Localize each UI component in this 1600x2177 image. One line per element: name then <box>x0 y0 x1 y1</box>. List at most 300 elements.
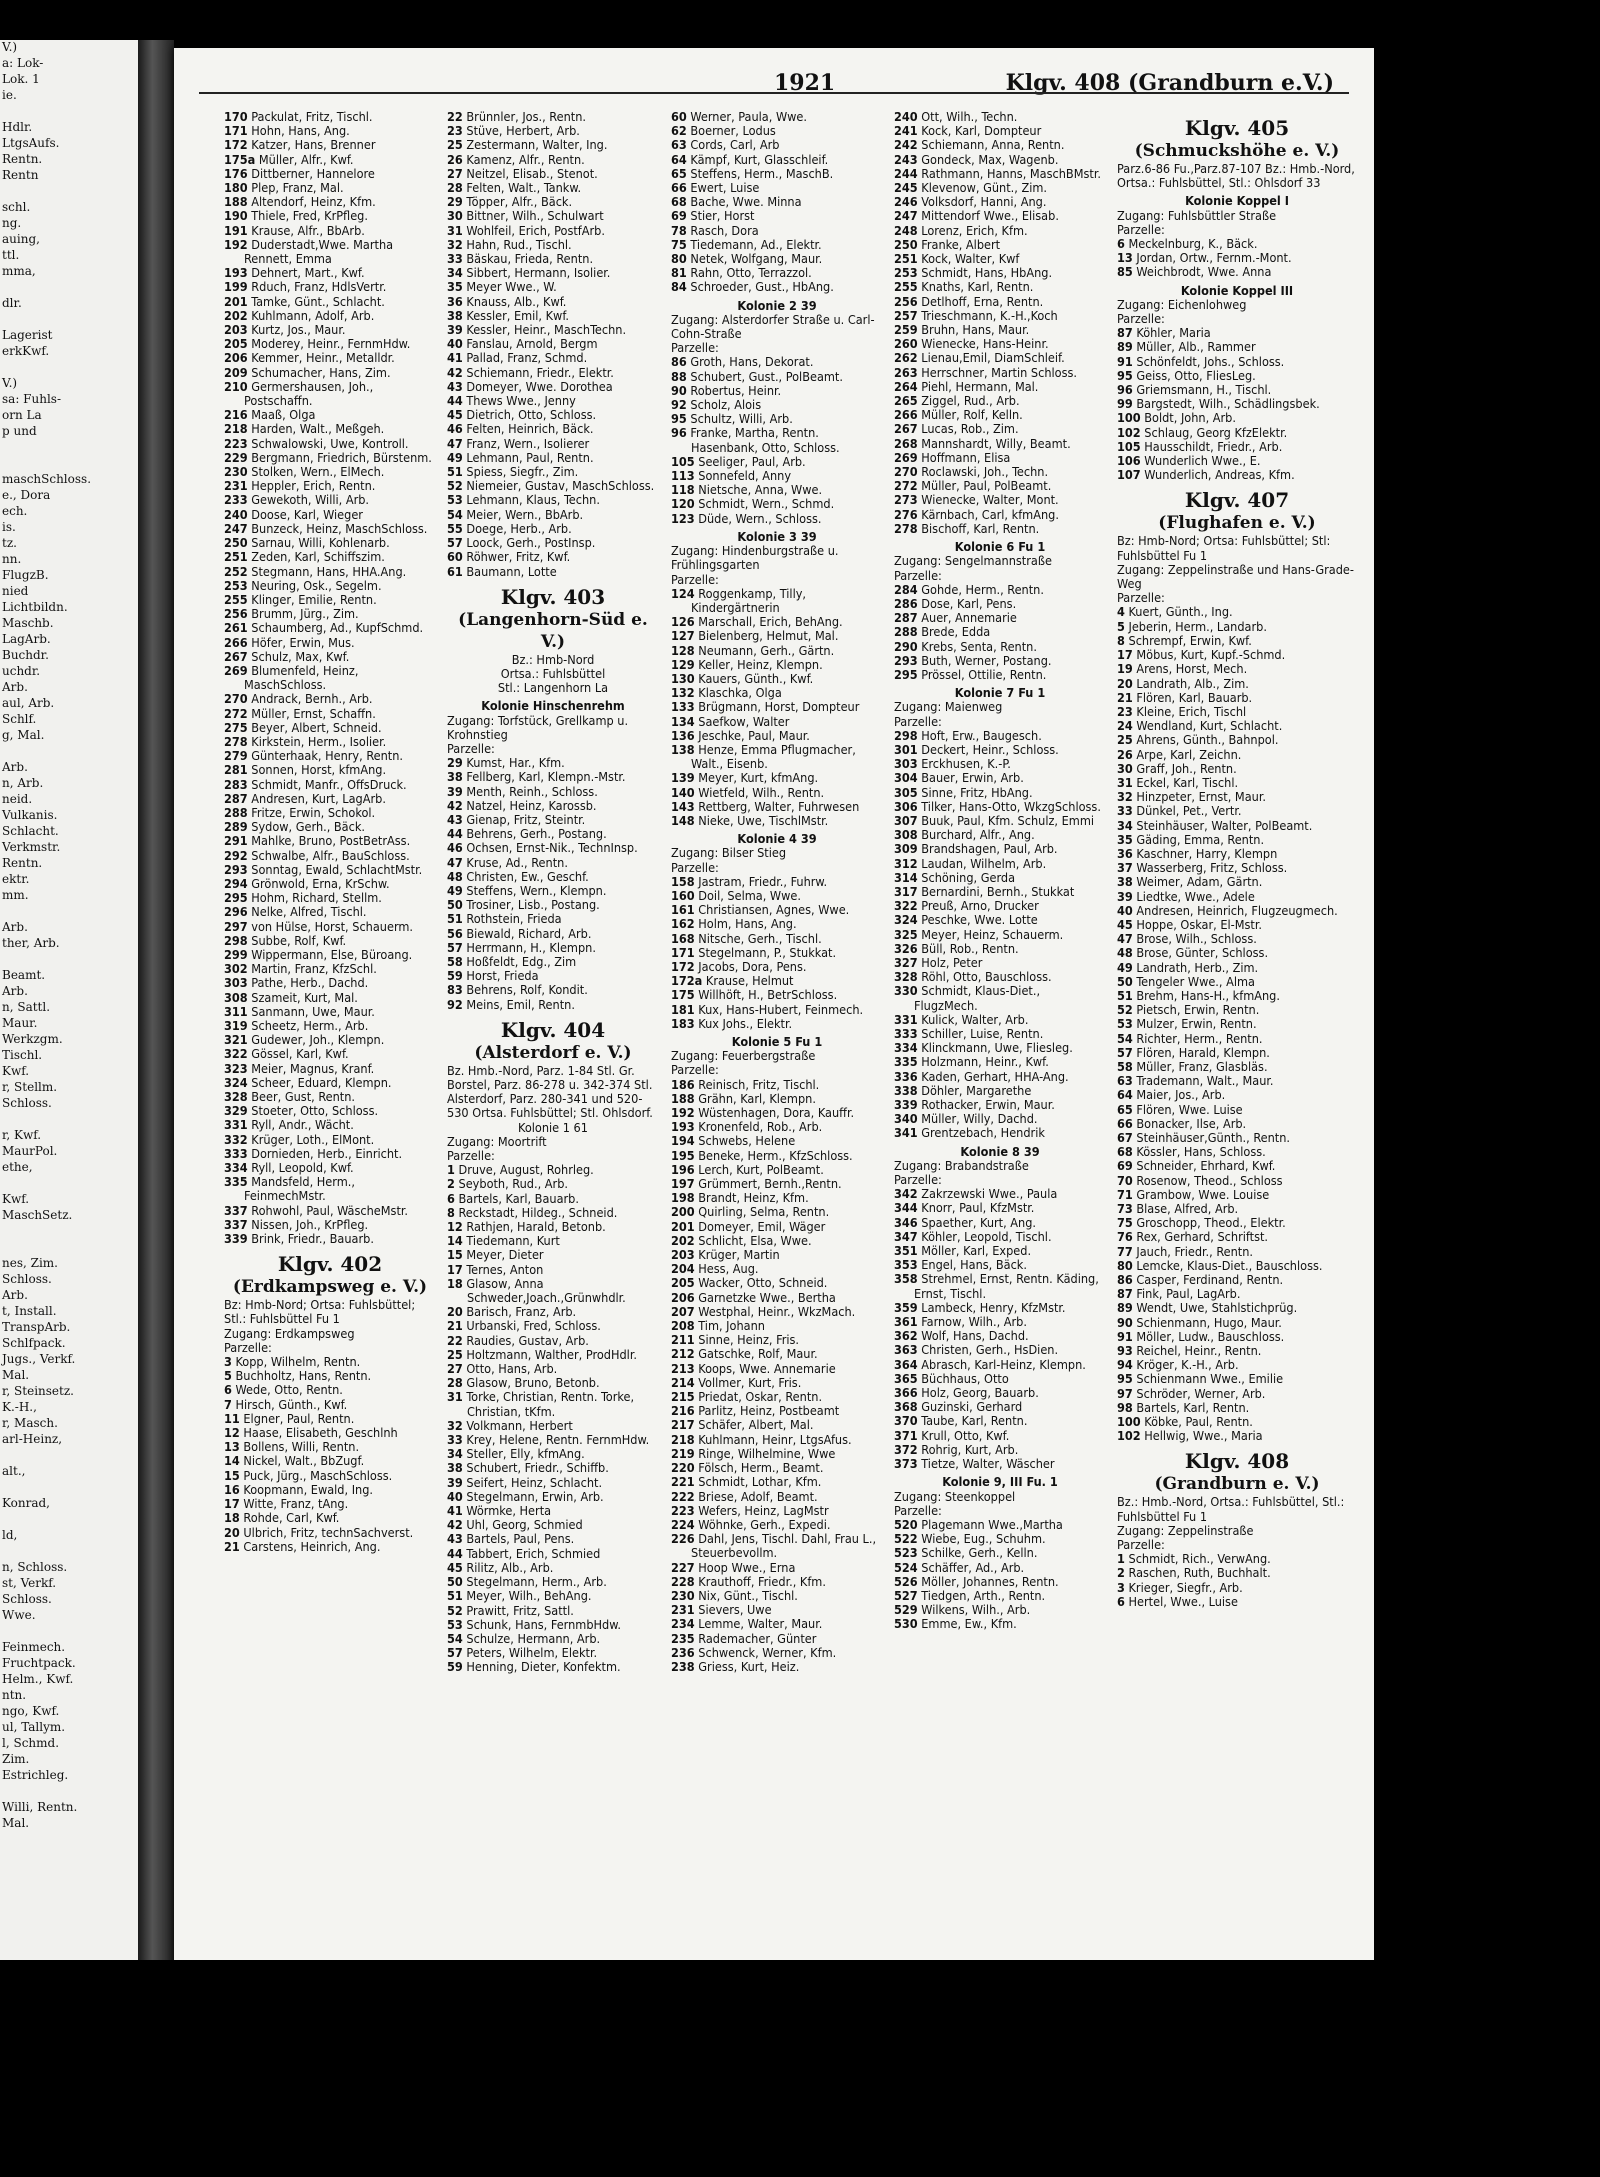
entry <box>894 857 1106 871</box>
fragment-line <box>0 456 138 472</box>
parcel-number: 29 <box>447 755 463 771</box>
entry <box>1117 620 1357 634</box>
parcel-number: 69 <box>1117 1158 1133 1174</box>
parcel-number: 333 <box>224 1145 248 1161</box>
tenant-text: Tiedgen, Arth., Rentn. <box>921 1587 1046 1603</box>
parcel-number: 27 <box>447 1361 463 1377</box>
parcel-number: 97 <box>1117 1385 1133 1401</box>
entry <box>1117 397 1357 411</box>
fragment-line: K.-H., <box>2 1400 37 1414</box>
entry <box>894 1272 1106 1300</box>
entry <box>224 607 436 621</box>
parcel-number: 47 <box>447 854 463 870</box>
entry <box>224 181 436 195</box>
parcel-number: 51 <box>447 911 463 927</box>
club-name: (Flughafen e. V.) <box>1158 513 1316 534</box>
entry <box>224 1369 436 1383</box>
tenant-text: Hoppe, Oskar, El-Mstr. <box>1136 916 1262 932</box>
tenant-text: Neumann, Gerh., Gärtn. <box>698 642 835 658</box>
tenant-text: Jeberin, Herm., Landarb. <box>1128 618 1267 634</box>
entry <box>1117 890 1357 904</box>
parcel-number: 193 <box>671 1119 695 1135</box>
parcel-number: 344 <box>894 1200 918 1216</box>
entry <box>671 1291 883 1305</box>
tenant-text: Pallad, Franz, Schmd. <box>466 350 588 366</box>
parcel-number: 1 <box>1117 1551 1125 1567</box>
entry <box>1117 662 1357 676</box>
entry <box>894 1457 1106 1471</box>
entry <box>447 1660 659 1674</box>
entry <box>671 1234 883 1248</box>
tenant-text: Kulick, Walter, Arb. <box>921 1011 1029 1027</box>
entry <box>894 138 1106 152</box>
entry <box>1117 1316 1357 1330</box>
tenant-text: Rathmann, Hanns, MaschBMstr. <box>921 165 1101 181</box>
parcel-number: 325 <box>894 926 918 942</box>
info-line: Parzelle: <box>894 1502 942 1518</box>
entry <box>447 337 659 351</box>
parcel-number: 92 <box>447 996 463 1012</box>
tenant-text: Röhl, Otto, Bauschloss. <box>921 969 1052 985</box>
entry <box>1117 875 1357 889</box>
parcel-number: 336 <box>894 1068 918 1084</box>
club-heading: Klgv. 402 <box>277 1252 383 1277</box>
tenant-text: Schmidt, Manfr., OffsDruck. <box>251 776 407 792</box>
entry <box>894 195 1106 209</box>
tenant-text: Krebs, Senta, Rentn. <box>921 638 1037 654</box>
entry <box>671 512 883 526</box>
entry <box>894 309 1106 323</box>
tenant-text: Schiller, Luise, Rentn. <box>921 1026 1044 1041</box>
fragment-line: r, Kwf. <box>2 1128 42 1142</box>
entry <box>224 991 436 1005</box>
fragment-line: Jugs., Verkf. <box>2 1352 76 1366</box>
tenant-text: Lorenz, Erich, Kfm. <box>921 222 1028 238</box>
info-line: Bz: Hmb-Nord; Ortsa: Fuhlsbüttel; Stl.: Fuhlsbüttel Fu 1 <box>224 1297 416 1327</box>
tenant-text: Eckel, Karl, Tischl. <box>1136 774 1239 790</box>
entry <box>671 1106 883 1120</box>
entry <box>447 884 659 898</box>
tenant-text: Müller, Rolf, Kelln. <box>921 407 1023 423</box>
entry <box>447 969 659 983</box>
tenant-text: Möller, Johannes, Rentn. <box>921 1573 1059 1589</box>
entry <box>447 138 659 152</box>
entry <box>894 1201 1106 1215</box>
tenant-text: Gienap, Fritz, Steintr. <box>466 811 586 827</box>
parcel-number: 40 <box>447 1488 463 1504</box>
tenant-text: Brünnler, Jos., Rentn. <box>466 109 586 124</box>
tenant-text: Brandt, Heinz, Kfm. <box>698 1190 809 1206</box>
fragment-line: Hdlr. <box>2 120 33 134</box>
parcel-number: 38 <box>1117 874 1133 890</box>
tenant-text: Prössel, Ottilie, Rentn. <box>921 666 1047 682</box>
parcel-number: 299 <box>224 946 248 962</box>
parcel-number: 191 <box>224 222 248 238</box>
parcel-number: 359 <box>894 1299 918 1315</box>
parcel-number: 240 <box>224 506 248 522</box>
parcel-number: 198 <box>671 1190 695 1206</box>
tenant-text: Seifert, Heinz, Schlacht. <box>466 1474 603 1490</box>
parcel-number: 47 <box>1117 931 1133 947</box>
tenant-text: Bache, Wwe. Minna <box>690 194 802 210</box>
entry <box>224 1511 436 1525</box>
tenant-text: Jastram, Friedr., Fuhrw. <box>698 873 828 889</box>
parcel-number: 321 <box>224 1032 248 1048</box>
entry <box>671 786 883 800</box>
entry <box>671 814 883 828</box>
fragment-line: Mal. <box>2 1816 30 1830</box>
tenant-text: Rasch, Dora <box>690 222 759 238</box>
tenant-text: Meyer, Heinz, Schauerm. <box>921 926 1064 942</box>
tenant-text: Ryll, Andr., Wächt. <box>251 1117 354 1133</box>
parcel-number: 221 <box>671 1474 695 1490</box>
entry <box>447 380 659 394</box>
entry <box>224 550 436 564</box>
parcel-number: 64 <box>1117 1087 1133 1103</box>
tenant-text: Hirsch, Günth., Kwf. <box>235 1396 348 1412</box>
entry <box>894 640 1106 654</box>
tenant-text: Casper, Ferdinand, Rentn. <box>1136 1272 1284 1288</box>
entry <box>894 1329 1106 1343</box>
tenant-text: Arpe, Karl, Zeichn. <box>1136 746 1242 762</box>
entry <box>224 479 436 493</box>
parcel-number: 366 <box>894 1385 918 1401</box>
tenant-text: Rathjen, Harald, Betonb. <box>466 1219 606 1235</box>
entry <box>224 380 436 408</box>
entry <box>894 956 1106 970</box>
entry <box>224 195 436 209</box>
entry <box>671 946 883 960</box>
tenant-text: Müller, Alfr., Kwf. <box>258 151 354 167</box>
entry <box>224 707 436 721</box>
tenant-text: Wörmke, Herta <box>466 1503 552 1519</box>
tenant-text: Barisch, Franz, Arb. <box>466 1304 577 1320</box>
fragment-line: neid. <box>2 792 33 806</box>
tenant-text: Lemcke, Klaus-Diet., Bauschloss. <box>1136 1257 1323 1273</box>
parcel-number: 524 <box>894 1559 918 1575</box>
club-name: (Schmuckshöhe e. V.) <box>1134 141 1340 161</box>
parcel-number: 230 <box>671 1587 695 1603</box>
parcel-number: 17 <box>224 1496 240 1512</box>
tenant-text: Stier, Horst <box>690 208 755 224</box>
tenant-text: Jordan, Ortw., Fernm.-Mont. <box>1136 250 1292 266</box>
parcel-number: 31 <box>447 1389 463 1405</box>
entry <box>894 625 1106 639</box>
parcel-number: 38 <box>447 1460 463 1476</box>
entry <box>894 295 1106 309</box>
tenant-text: Holz, Peter <box>921 954 983 970</box>
fragment-line: r, Stellm. <box>2 1080 58 1094</box>
tenant-text: Schmidt, Lothar, Kfm. <box>698 1474 822 1490</box>
entry <box>894 942 1106 956</box>
entry <box>671 1617 883 1631</box>
entry <box>447 1504 659 1518</box>
entry <box>671 1418 883 1432</box>
tenant-text: Dahl, Jens, Tischl. Dahl, Frau L., Steuerbevollm. <box>691 1531 877 1561</box>
parcel-number: 284 <box>894 581 918 597</box>
fragment-line: ther, Arb. <box>2 936 60 950</box>
parcel-number: 59 <box>447 1659 463 1675</box>
parcel-number: 70 <box>1117 1172 1133 1188</box>
tenant-text: Möller, Karl, Exped. <box>921 1243 1032 1259</box>
parcel-number: 52 <box>447 1602 463 1618</box>
tenant-text: Tabbert, Erich, Schmied <box>466 1545 601 1561</box>
parcel-number: 361 <box>894 1314 918 1330</box>
parcel-number: 33 <box>447 251 463 267</box>
tenant-text: Spiess, Siegfr., Zim. <box>466 464 579 480</box>
parcel-number: 339 <box>224 1231 248 1247</box>
entry <box>894 1358 1106 1372</box>
entry <box>1117 1344 1357 1358</box>
tenant-text: Tietze, Walter, Wäscher <box>921 1456 1055 1472</box>
tenant-text: Beyer, Albert, Schneid. <box>251 719 382 735</box>
entry <box>671 224 883 238</box>
parcel-number: 42 <box>447 797 463 813</box>
parcel-number: 128 <box>671 642 695 658</box>
parcel-number: 85 <box>1117 264 1133 280</box>
entry <box>224 792 436 806</box>
parcel-number: 248 <box>894 222 918 238</box>
entry <box>447 1589 659 1603</box>
parcel-number: 55 <box>447 520 463 536</box>
parcel-number: 207 <box>671 1303 695 1319</box>
entry <box>671 1149 883 1163</box>
tenant-text: Schroeder, Gust., HbAng. <box>690 279 834 295</box>
fragment-line: nes, Zim. <box>2 1256 58 1270</box>
fragment-line: sa: Fuhls- <box>2 392 62 406</box>
entry <box>1117 1330 1357 1344</box>
parcel-number: 297 <box>224 918 248 934</box>
parcel-number: 335 <box>894 1054 918 1070</box>
entry <box>447 813 659 827</box>
tenant-text: Griess, Kurt, Heiz. <box>698 1658 800 1674</box>
entry <box>671 743 883 771</box>
entry <box>224 934 436 948</box>
tenant-text: Schwenck, Werner, Kfm. <box>698 1644 837 1660</box>
tenant-text: Hausschildt, Friedr., Arb. <box>1144 438 1283 454</box>
tenant-text: Baumann, Lotte <box>466 563 557 579</box>
parcel-number: 291 <box>224 833 248 849</box>
tenant-text: Klinger, Emilie, Rentn. <box>251 591 377 607</box>
info-line: Zugang: Torfstück, Grellkamp u. Krohnstieg <box>447 712 629 742</box>
tenant-text: Geiss, Otto, FliesLeg. <box>1136 367 1256 383</box>
entry <box>1117 1372 1357 1386</box>
tenant-text: Behrens, Gerh., Postang. <box>466 826 607 842</box>
parcel-number: 230 <box>224 464 248 480</box>
parcel-number: 102 <box>1117 1428 1141 1444</box>
fragment-line: st, Verkf. <box>2 1576 57 1590</box>
parcel-number: 203 <box>671 1247 695 1263</box>
fragment-line: uchdr. <box>2 664 41 678</box>
parcel-number: 183 <box>671 1015 695 1031</box>
entry <box>671 1003 883 1017</box>
parcel-number: 102 <box>1117 424 1141 440</box>
parcel-number: 298 <box>224 932 248 948</box>
parcel-number: 13 <box>224 1439 240 1455</box>
parcel-number: 68 <box>1117 1144 1133 1160</box>
entry <box>447 1220 659 1234</box>
parcel-number: 17 <box>1117 647 1133 663</box>
info-line: Zugang: Maienweg <box>894 699 1003 715</box>
entry <box>894 153 1106 167</box>
entry <box>224 1232 436 1246</box>
tenant-text: Lienau,Emil, DiamSchleif. <box>921 350 1065 366</box>
parcel-number: 283 <box>224 776 248 792</box>
tenant-text: Fölsch, Herm., Beamt. <box>698 1460 824 1476</box>
tenant-text: Wefers, Heinz, LagMstr <box>698 1502 829 1518</box>
entry <box>447 508 659 522</box>
entry <box>224 593 436 607</box>
fragment-line: Schloss. <box>2 1272 52 1286</box>
tenant-text: Plagemann Wwe.,Martha <box>921 1516 1063 1532</box>
tenant-text: Christen, Ew., Geschf. <box>466 868 589 884</box>
tenant-text: Rohwohl, Paul, WäscheMstr. <box>251 1202 408 1218</box>
tenant-text: Wacker, Otto, Schneid. <box>698 1275 828 1291</box>
entry <box>1117 340 1357 354</box>
entry <box>1117 1552 1357 1566</box>
fragment-line: Werkzgm. <box>2 1032 63 1046</box>
parcel-number: 80 <box>1117 1257 1133 1273</box>
entry <box>224 422 436 436</box>
entry <box>447 408 659 422</box>
entry <box>671 1490 883 1504</box>
entry <box>894 757 1106 771</box>
fragment-line: ntn. <box>2 1688 27 1702</box>
parcel-number: 245 <box>894 180 918 196</box>
tenant-text: Kämpf, Kurt, Glasschleif. <box>690 151 829 167</box>
entry <box>224 224 436 238</box>
tenant-text: Schäffer, Ad., Arb. <box>921 1559 1025 1575</box>
entry <box>224 1454 436 1468</box>
parcel-number: 113 <box>671 468 695 484</box>
parcel-number: 231 <box>224 478 248 494</box>
entry <box>671 483 883 497</box>
parcel-number: 208 <box>671 1318 695 1334</box>
tenant-text: Rosenow, Theod., Schloss <box>1136 1172 1283 1188</box>
tenant-text: Beer, Gust, Rentn. <box>251 1089 356 1105</box>
tenant-text: Schumacher, Hans, Zim. <box>251 364 391 380</box>
info-line: Parzelle: <box>224 1339 272 1355</box>
parcel-number: 92 <box>671 397 687 413</box>
entry <box>224 1175 436 1203</box>
parcel-number: 227 <box>671 1559 695 1575</box>
entry <box>224 565 436 579</box>
parcel-number: 188 <box>224 194 248 210</box>
info-line: Zugang: Brabandstraße <box>894 1157 1029 1173</box>
entry <box>1117 1103 1357 1117</box>
parcel-number: 43 <box>447 1531 463 1547</box>
parcel-number: 39 <box>447 1474 463 1490</box>
entry <box>447 1319 659 1333</box>
parcel-number: 58 <box>1117 1058 1133 1074</box>
parcel-number: 50 <box>447 897 463 913</box>
tenant-text: Hoßfeldt, Edg., Zim <box>466 953 577 969</box>
tenant-text: Loock, Gerh., PostInsp. <box>466 535 596 551</box>
parcel-number: 259 <box>894 322 918 338</box>
fragment-line: Estrichleg. <box>2 1768 69 1782</box>
parcel-number: 81 <box>671 265 687 281</box>
tenant-text: Hoft, Erw., Baugesch. <box>921 727 1042 743</box>
tenant-text: Niemeier, Gustav, MaschSchloss. <box>466 478 655 494</box>
entry <box>224 238 436 266</box>
entry <box>447 799 659 813</box>
parcel-number: 21 <box>224 1538 240 1554</box>
parcel-number: 23 <box>1117 703 1133 719</box>
entry <box>224 522 436 536</box>
entry <box>447 870 659 884</box>
entry <box>1117 989 1357 1003</box>
tenant-text: Dose, Karl, Pens. <box>921 595 1017 611</box>
fragment-line: ng. <box>2 216 22 230</box>
tenant-text: Krull, Otto, Kwf. <box>921 1427 1010 1443</box>
entry <box>447 1447 659 1461</box>
fragment-line: n, Schloss. <box>2 1560 68 1574</box>
entry <box>1117 748 1357 762</box>
parcel-number: 41 <box>447 1503 463 1519</box>
tenant-text: Stegelmann, Herm., Arb. <box>466 1574 607 1590</box>
tenant-text: Zestermann, Walter, Ing. <box>466 137 608 153</box>
parcel-number: 1 <box>447 1162 455 1178</box>
parcel-number: 162 <box>671 916 695 932</box>
parcel-number: 261 <box>224 620 248 636</box>
parcel-number: 44 <box>447 826 463 842</box>
fragment-line: V.) <box>2 376 18 390</box>
entry <box>894 366 1106 380</box>
entry <box>1117 1245 1357 1259</box>
entry <box>1117 1188 1357 1202</box>
parcel-number: 234 <box>671 1616 695 1632</box>
entry <box>447 394 659 408</box>
entry <box>894 394 1106 408</box>
parcel-number: 272 <box>224 705 248 721</box>
parcel-number: 209 <box>224 364 248 380</box>
parcel-number: 308 <box>224 989 248 1005</box>
tenant-text: Schaumberg, Ad., KupfSchmd. <box>251 620 424 636</box>
parcel-number: 95 <box>671 411 687 427</box>
parcel-number: 171 <box>224 123 248 139</box>
entry <box>1117 1401 1357 1415</box>
entry <box>447 1461 659 1475</box>
parcel-number: 87 <box>1117 1286 1133 1302</box>
parcel-number: 56 <box>447 925 463 941</box>
tenant-text: Vollmer, Kurt, Fris. <box>698 1374 802 1390</box>
tenant-text: Tim, Johann <box>698 1318 765 1334</box>
parcel-number: 95 <box>1117 367 1133 383</box>
parcel-number: 211 <box>671 1332 695 1348</box>
parcel-number: 364 <box>894 1356 918 1372</box>
book-spine <box>138 40 174 1960</box>
fragment-line: Buchdr. <box>2 648 49 662</box>
parcel-number: 341 <box>894 1125 918 1141</box>
tenant-text: Stegmann, Hans, HHA.Ang. <box>251 563 407 579</box>
tenant-text: Stolken, Wern., ElMech. <box>251 464 385 480</box>
fragment-line: arl-Heinz, <box>2 1432 63 1446</box>
parcel-number: 247 <box>224 520 248 536</box>
entry <box>1117 1074 1357 1088</box>
fragment-line: alt., <box>2 1464 26 1478</box>
parcel-number: 362 <box>894 1328 918 1344</box>
entry <box>671 181 883 195</box>
fragment-line <box>0 904 138 920</box>
entry <box>1117 1088 1357 1102</box>
entry <box>447 983 659 997</box>
entry <box>894 984 1106 1012</box>
tenant-text: Knorr, Paul, KfzMstr. <box>921 1200 1035 1216</box>
fragment-line: p und <box>2 424 37 438</box>
tenant-text: Natzel, Heinz, Karossb. <box>466 797 597 813</box>
tenant-text: Kessler, Emil, Kwf. <box>466 307 569 323</box>
colony-heading: Kolonie 6 Fu 1 <box>954 539 1046 555</box>
